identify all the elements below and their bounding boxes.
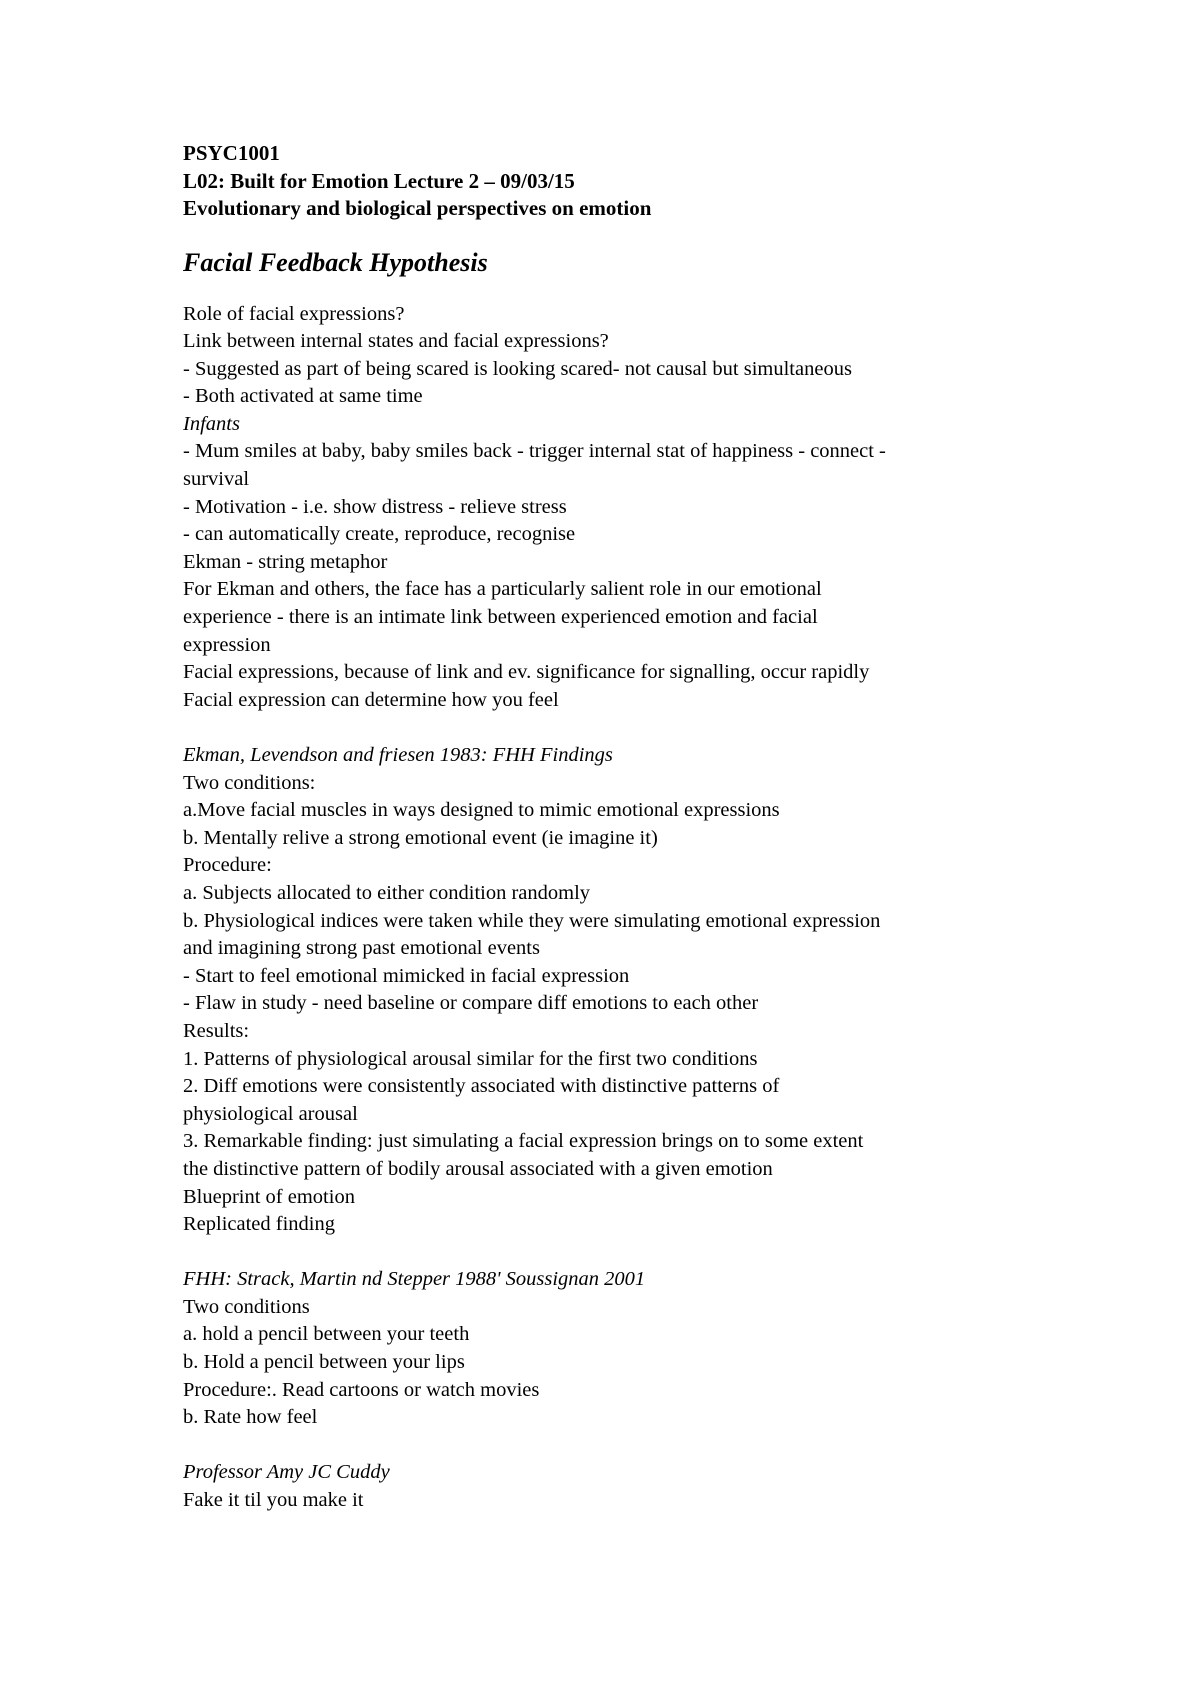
section-title: Facial Feedback Hypothesis <box>183 247 488 277</box>
note-line: - Suggested as part of being scared is looking scared- not causal but simultaneous <box>183 357 852 380</box>
note-line: Two conditions: <box>183 771 316 794</box>
note-line: b. Rate how feel <box>183 1406 318 1429</box>
notes-block-strack-study <box>183 1266 1083 1432</box>
note-line: - Mum smiles at baby, baby smiles back - trigger internal stat of happiness - connect - <box>183 440 886 463</box>
notes-block-ekman-study <box>183 742 1083 1239</box>
note-line: b. Hold a pencil between your lips <box>183 1351 465 1374</box>
notes-block-cuddy <box>183 1459 1083 1514</box>
note-line: - Motivation - i.e. show distress - relieve stress <box>183 495 567 518</box>
paragraph-gap <box>183 714 1083 742</box>
note-line: b. Physiological indices were taken while they were simulating emotional expression <box>183 909 881 932</box>
note-line: 3. Remarkable finding: just simulating a facial expression brings on to some extent <box>183 1130 864 1153</box>
note-line: b. Mentally relive a strong emotional event (ie imagine it) <box>183 826 658 849</box>
note-line: For Ekman and others, the face has a particularly salient role in our emotional <box>183 578 822 601</box>
paragraph-gap <box>183 1239 1083 1267</box>
note-line: and imagining strong past emotional events <box>183 937 540 960</box>
note-subheading: FHH: Strack, Martin nd Stepper 1988' Soussignan 2001 <box>183 1268 646 1291</box>
note-line: - Start to feel emotional mimicked in facial expression <box>183 964 630 987</box>
note-line: Procedure:. Read cartoons or watch movies <box>183 1378 540 1401</box>
note-line: Two conditions <box>183 1295 310 1318</box>
note-line: expression <box>183 633 271 656</box>
note-line: Fake it til you make it <box>183 1489 364 1512</box>
note-line: Procedure: <box>183 854 272 877</box>
note-line: Results: <box>183 1019 250 1042</box>
course-code: PSYC1001 <box>183 141 280 165</box>
note-line: Facial expression can determine how you feel <box>183 688 559 711</box>
note-line: - can automatically create, reproduce, recognise <box>183 523 576 546</box>
note-line: a. Subjects allocated to either condition randomly <box>183 881 591 904</box>
document-page <box>183 140 1083 1515</box>
notes-block-facial-feedback <box>183 301 1083 715</box>
note-line: Blueprint of emotion <box>183 1185 355 1208</box>
note-line: physiological arousal <box>183 1102 358 1125</box>
note-subheading: Ekman, Levendson and friesen 1983: FHH Findings <box>183 744 613 766</box>
note-subheading: Professor Amy JC Cuddy <box>183 1461 390 1484</box>
note-line: the distinctive pattern of bodily arousal associated with a given emotion <box>183 1157 773 1180</box>
lecture-title: L02: Built for Emotion Lecture 2 – 09/03/15 <box>183 168 575 193</box>
note-line: Ekman - string metaphor <box>183 550 388 573</box>
note-line: survival <box>183 468 250 491</box>
note-line: experience - there is an intimate link between experienced emotion and facial <box>183 606 818 629</box>
note-line: Role of facial expressions? <box>183 302 405 325</box>
note-line: a.Move facial muscles in ways designed to mimic emotional expressions <box>183 799 780 822</box>
lecture-subtitle: Evolutionary and biological perspectives on emotion <box>183 196 652 220</box>
note-line: 2. Diff emotions were consistently associated with distinctive patterns of <box>183 1075 780 1098</box>
note-line: - Both activated at same time <box>183 385 423 408</box>
note-line: - Flaw in study - need baseline or compare diff emotions to each other <box>183 992 759 1015</box>
note-line: 1. Patterns of physiological arousal similar for the first two conditions <box>183 1047 758 1070</box>
note-subheading: Infants <box>183 412 240 435</box>
note-line: Facial expressions, because of link and ev. significance for signalling, occur rapidly <box>183 661 870 684</box>
paragraph-gap <box>183 1432 1083 1460</box>
note-line: Replicated finding <box>183 1213 335 1236</box>
note-line: Link between internal states and facial expressions? <box>183 330 609 353</box>
note-line: a. hold a pencil between your teeth <box>183 1323 470 1346</box>
